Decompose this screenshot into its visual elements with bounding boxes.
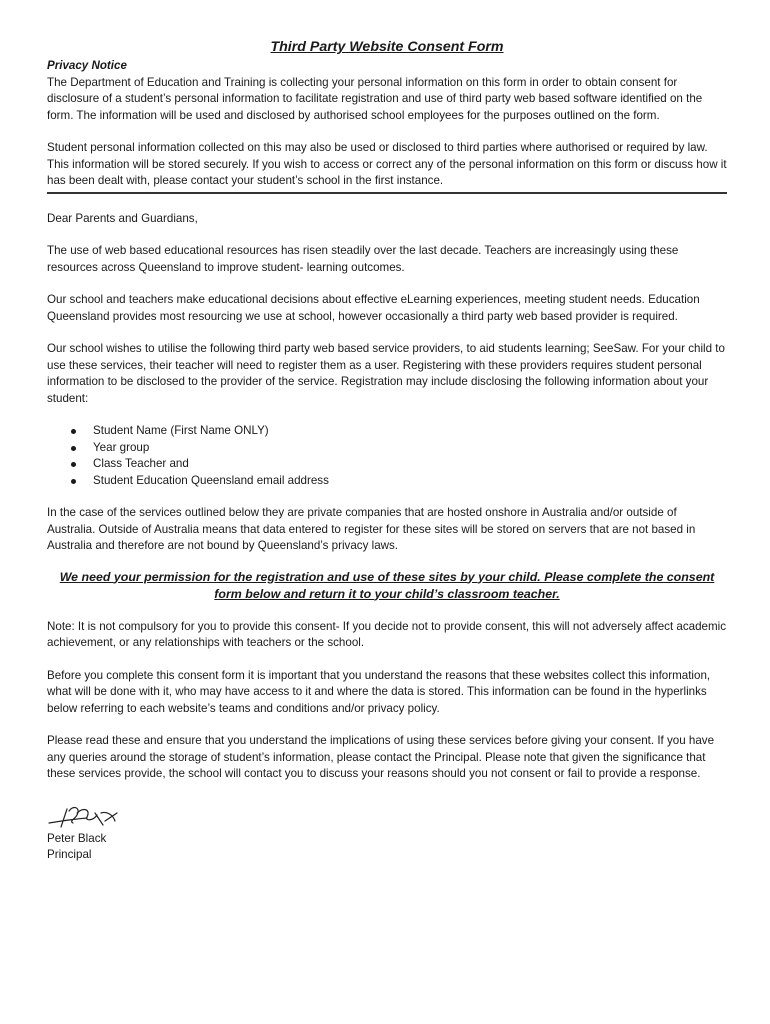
signatory-role: Principal (47, 848, 92, 861)
list-item (47, 440, 727, 457)
bullet-icon (71, 462, 76, 467)
student-information-list (47, 423, 727, 489)
list-item (47, 456, 727, 473)
letter-paragraph-7: Please read these and ensure that you understand the implications of using these services before giving your consent. If you have any queries around the storage of student’s information, please contact the Principal. Please note that given the significance that these services provide, the school will contact you to discuss your reasons should you not consent or fail to provide a response. (47, 734, 715, 780)
letter-paragraph-6: Before you complete this consent form it is important that you understand the reasons that these websites collect this information, what will be done with it, who may have access to it and where the data is stored. This information can be found in the hyperlinks below referring to each website’s teams and conditions and/or privacy policy. (47, 668, 711, 715)
permission-request: We need your permission for the registration and use of these sites by your child. Please complete the consent form below and return it to your child’s classroom teacher. (59, 569, 715, 601)
privacy-notice-paragraph-2: Student personal information collected on this may also be used or disclosed to third parties where authorised or required by law. This information will be stored securely. If you wish to access or correct any of the personal information on this form or discuss how it has been dealt with, please contact your student’s school in the first instance. (47, 141, 727, 187)
list-item (47, 473, 727, 490)
list-item-text: Student Name (First Name ONLY) (93, 424, 269, 437)
section-divider (47, 192, 727, 194)
bullet-icon (71, 479, 76, 484)
signature-image (47, 799, 127, 831)
list-item-text: Year group (93, 440, 150, 454)
bullet-icon (71, 446, 76, 451)
letter-paragraph-4: In the case of the services outlined below they are private companies that are hosted onshore in Australia and/or outside of Australia. Outside of Australia means that data entered to register for these sites will be stored on servers that are not based in Australia and therefore are not bound by Queensland’s privacy laws. (47, 506, 696, 552)
salutation: Dear Parents and Guardians, (47, 211, 198, 225)
letter-paragraph-note: Note: It is not compulsory for you to provide this consent- If you decide not to provide consent, this will not adversely affect academic achievement, or any relationships with teachers or the school. (47, 619, 727, 649)
privacy-notice-paragraph-1: The Department of Education and Training is collecting your personal information on this form in order to obtain consent for disclosure of a student’s personal information to facilitate registration and use of third party web based software identified on the form. The information will be used and disclosed by authorised school employees for the purposes outlined on the form. (47, 75, 703, 122)
page-title: Third Party Website Consent Form (270, 39, 504, 55)
consent-form-page (47, 0, 727, 864)
bullet-icon (71, 429, 76, 434)
signature-icon (47, 799, 127, 831)
privacy-notice-heading: Privacy Notice (47, 59, 127, 72)
letter-paragraph-1: The use of web based educational resources has risen steadily over the last decade. Teachers are increasingly using these resources across Queensland to improve student- learning outcomes. (47, 244, 679, 274)
letter-paragraph-3: Our school wishes to utilise the following third party web based service providers, to aid students learning; SeeSaw. For your child to use these services, their teacher will need to register them as a user. Registering with these providers requires student personal information to be disclosed to the provider of the service. Registration may include disclosing the following information about your student: (47, 342, 725, 405)
list-item (47, 423, 727, 440)
letter-paragraph-2: Our school and teachers make educational decisions about effective eLearning experiences, meeting student needs. Education Queensland provides most resourcing we use at school, however occasionally a third party web based provider is required. (47, 293, 700, 323)
list-item-text: Student Education Queensland email address (93, 473, 329, 487)
signatory-name: Peter Black (47, 831, 107, 845)
list-item-text: Class Teacher and (93, 457, 189, 470)
